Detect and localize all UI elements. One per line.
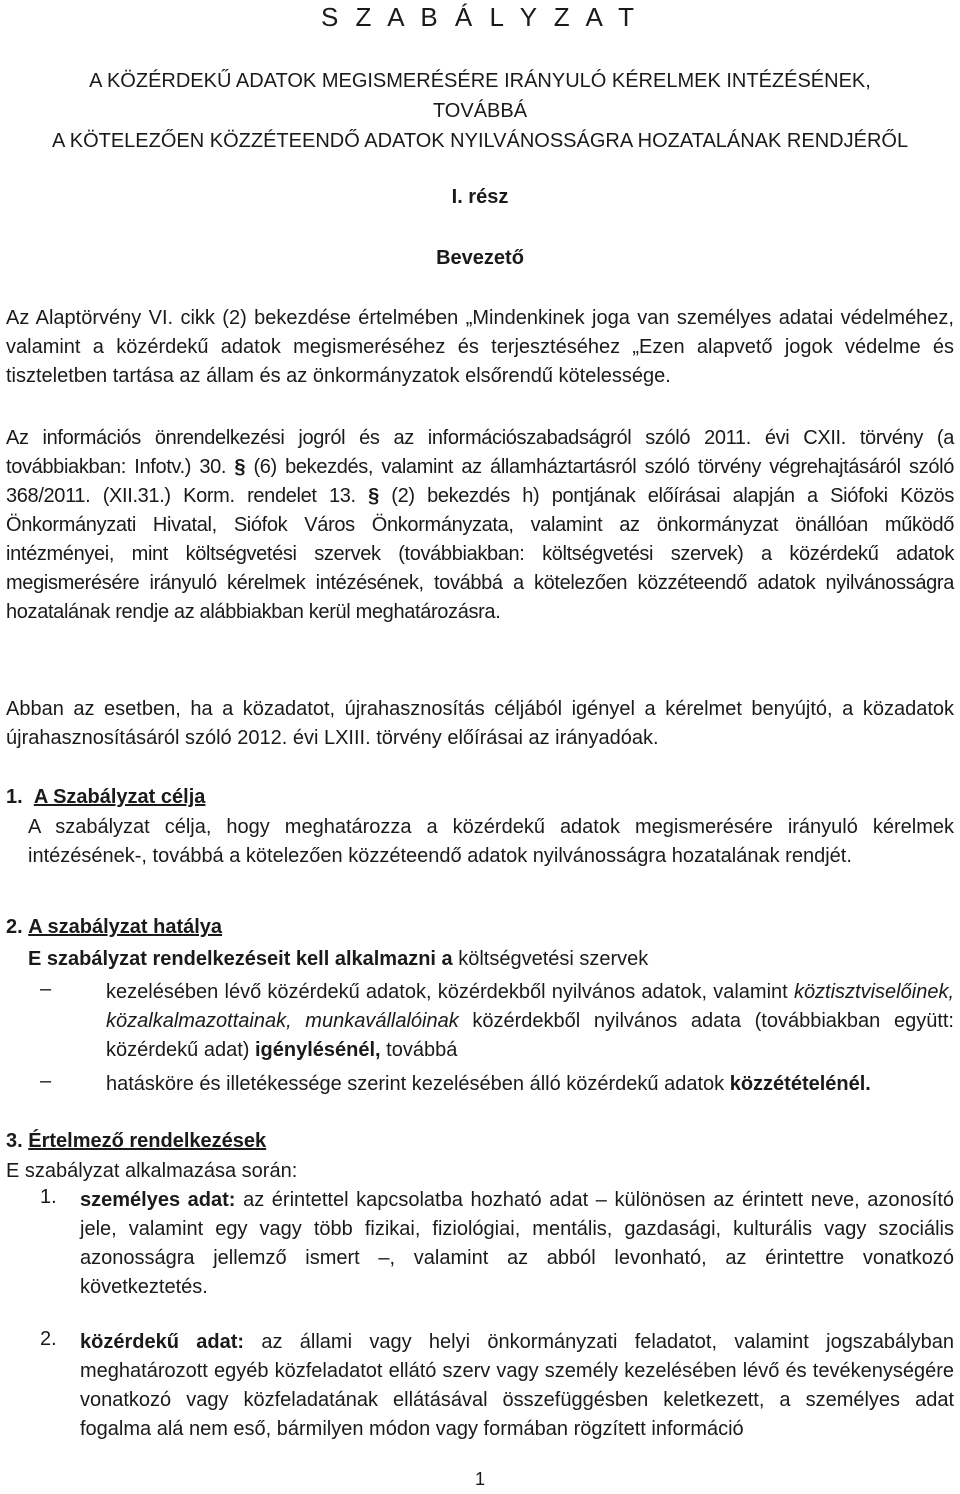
scope-item-1-text-b: közérdekből nyilvános adata (továbbiakban együtt: közérdekű adat) <box>106 1010 954 1061</box>
definition-2-text: az állami vagy helyi önkormányzati feladatot, valamint jogszabályban meghatározott egyéb közfeladatot ellátó szerv vagy személy kezelésében lévő és tevékenységére vonatkozó vagy közfeladatának ellátásával összefüggésben keletkezett, a személyes adat fogalma alá nem eső, bármilyen módon vagy formában rögzített információ <box>80 1331 954 1440</box>
section-3-heading <box>6 1130 266 1153</box>
list-dash-2: – <box>40 1070 52 1092</box>
definition-1-text: az érintettel kapcsolatba hozható adat – különösen az érintett neve, azonosító jele, valamint egy vagy több fizikai, fiziológiai, mentális, gazdasági, kulturális vagy szociális azonosságra jellemző ismert –, valamint az abból levonható, az érintettre vonatkozó következtetés. <box>80 1189 954 1298</box>
document-subtitle <box>0 66 960 156</box>
scope-item-1-text: kezelésében lévő közérdekű adatok, közérdekből nyilvános adatok, valamint <box>106 981 794 1003</box>
scope-item-2-text: hatásköre és illetékessége szerint kezelésében álló közérdekű adatok <box>106 1073 730 1095</box>
section-3-title: Értelmező rendelkezések <box>28 1130 267 1152</box>
section-1-text: A szabályzat célja, hogy meghatározza a közérdekű adatok megismerésére irányuló kérelmek intézésének-, továbbá a kötelezően közzéteendő adatok nyilvánosságra hozatalának rendjét. <box>28 816 954 867</box>
section-1-title: A Szabályzat célja <box>33 786 206 808</box>
section-1-heading <box>6 786 205 809</box>
scope-item-1-bold: igénylésénél, <box>254 1039 381 1061</box>
definition-2 <box>80 1328 954 1444</box>
page-number: 1 <box>474 1469 485 1489</box>
scope-item-1 <box>106 978 954 1065</box>
scope-item-1-italic: köztisztviselőinek, közalkalmazottainak, munkavállalóinak <box>106 981 954 1032</box>
definition-2-term: közérdekű adat: <box>80 1331 245 1353</box>
definition-1-number: 1. <box>40 1186 57 1208</box>
subtitle-line-1: A KÖZÉRDEKŰ ADATOK MEGISMERÉSÉRE IRÁNYULÓ KÉRELMEK INTÉZÉSÉNEK, <box>89 70 871 92</box>
definition-1 <box>80 1186 954 1302</box>
definition-1-term: személyes adat: <box>80 1189 236 1211</box>
document-title: S Z A B Á L Y Z A T <box>320 2 640 32</box>
part-heading: I. rész <box>451 186 509 208</box>
section-2-heading <box>6 916 222 939</box>
section-1-number: 1. <box>6 786 23 808</box>
section-2-title: A szabályzat hatálya <box>28 916 223 938</box>
legal-basis-text-c: (2) bekezdés h) pontjának előírásai alapján a Siófoki Közös Önkormányzati Hivatal, Siófok Város Önkormányzata, valamint az önkormányzat önállóan működő intézményei, mint költségvetési szervek (továbbiakban: költségvetési szervek) a közérdekű adatok megismerésére irányuló kérelmek intézésének, továbbá a kötelezően közzéteendő adatok nyilvánosságra hozatalának rendje az alábbiakban kerül meghatározásra. <box>6 485 954 623</box>
intro-paragraph: Az Alaptörvény VI. cikk (2) bekezdése értelmében „Mindenkinek joga van személyes adatai védelméhez, valamint a közérdekű adatok megismeréséhez és terjesztéséhez „Ezen alapvető jogok védelme és tiszteletben tartása az állam és az önkormányzatok elsőrendű kötelessége. <box>6 307 954 387</box>
section-sign: § <box>234 456 246 478</box>
section-3-number: 3. <box>6 1130 23 1152</box>
scope-item-2-bold: közzétételénél. <box>729 1073 871 1095</box>
section-2-lead-rest: költségvetési szervek <box>452 948 649 970</box>
section-2-lead-bold: E szabályzat rendelkezéseit kell alkalmazni a <box>28 948 453 970</box>
legal-basis-text-b: (6) bekezdés, valamint az államháztartásról szóló törvény végrehajtásáról szóló 368/2011. (XII.31.) Korm. rendelet 13. <box>6 456 954 507</box>
section-2-number: 2. <box>6 916 23 938</box>
section-sign: § <box>368 485 379 507</box>
legal-basis-text-a: Az információs önrendelkezési jogról és az információszabadságról szóló 2011. évi CXII. törvény (a továbbiakban: Infotv.) 30. <box>6 427 954 478</box>
scope-item-2 <box>106 1070 954 1099</box>
legal-basis-paragraph <box>6 424 954 627</box>
definition-2-number: 2. <box>40 1328 57 1350</box>
section-2-lead <box>28 945 954 974</box>
subtitle-line-3: A KÖTELEZŐEN KÖZZÉTEENDŐ ADATOK NYILVÁNOSSÁGRA HOZATALÁNAK RENDJÉRŐL <box>51 130 909 152</box>
intro-heading: Bevezető <box>436 247 524 269</box>
reuse-paragraph: Abban az esetben, ha a közadatot, újrahasznosítás céljából igényel a kérelmet benyújtó, a közadatok újrahasznosításáról szóló 2012. évi LXIII. törvény előírásai az irányadóak. <box>6 698 954 749</box>
section-3-lead: E szabályzat alkalmazása során: <box>6 1160 298 1182</box>
list-dash-1: – <box>40 978 52 1000</box>
scope-item-1-text-c: továbbá <box>380 1039 458 1061</box>
subtitle-line-2: TOVÁBBÁ <box>432 100 528 122</box>
